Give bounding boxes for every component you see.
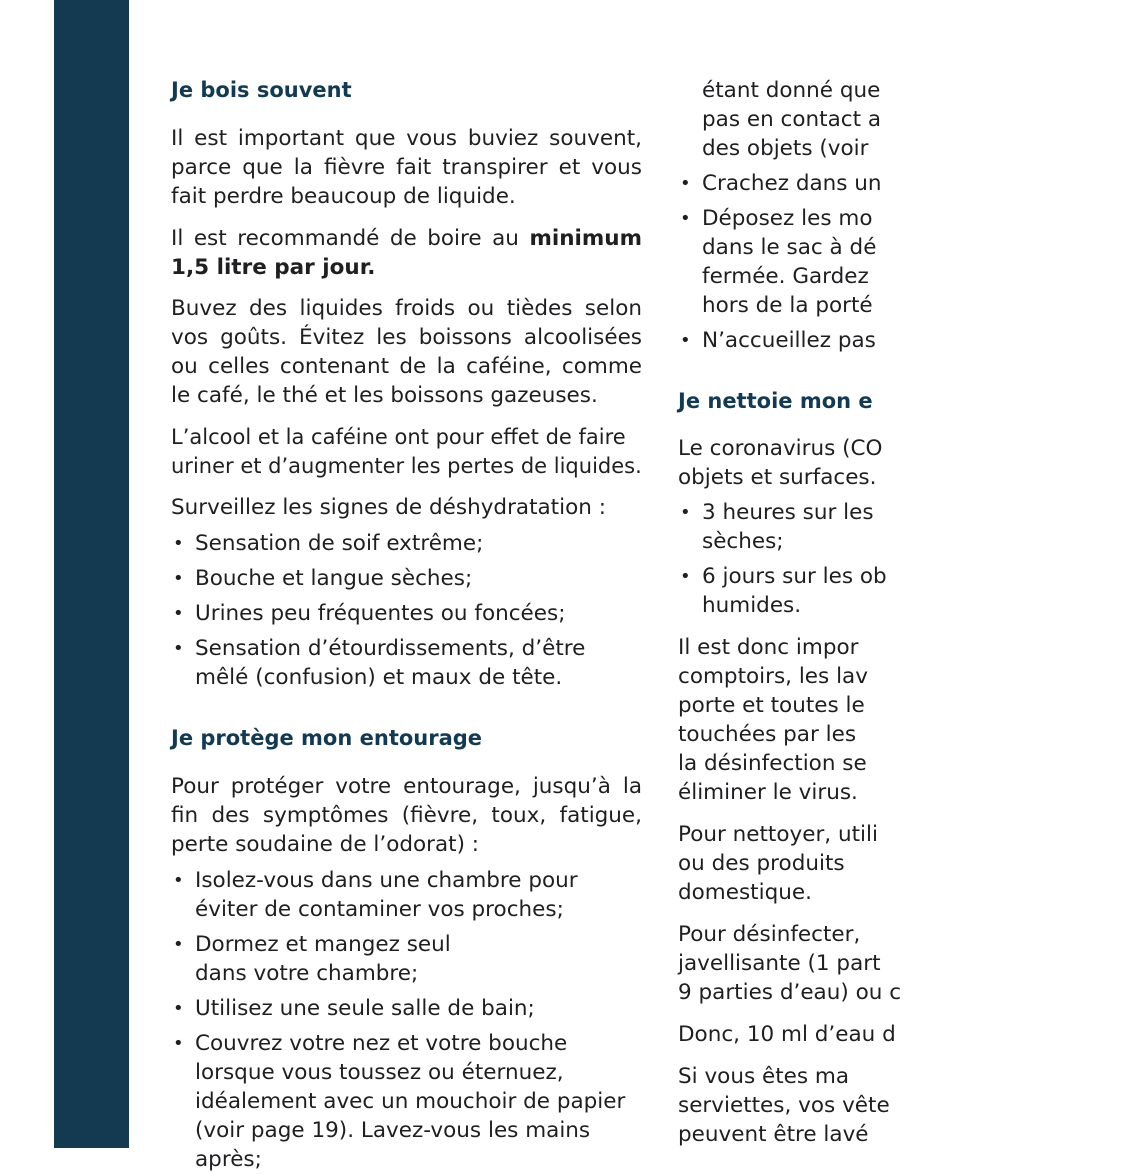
virus-survival-list [678, 498, 1138, 620]
list-item [678, 326, 1138, 355]
paragraph: L’alcool et la caféine ont pour effet de faire uriner et d’augmenter les pertes de liquides. [171, 425, 642, 478]
list-item: • Couvrez votre nez et votre bouche lorsque vous toussez ou éternuez, idéalement avec un mouchoir de papier (voir page 19). Lavez-vous les mains après; [171, 1029, 642, 1174]
text-line: hors de la porté [702, 293, 873, 318]
text-line: la désinfection se [678, 751, 867, 776]
list-item: • Isolez-vous dans une chambre pour éviter de contaminer vos proches; [171, 866, 642, 924]
list-item: • Sensation d’étourdissements, d’être mêlé (confusion) et maux de tête. [171, 634, 642, 692]
text-line: fermée. Gardez [702, 264, 869, 289]
paragraph [171, 224, 642, 282]
paragraph-text: Il est recommandé de boire au [171, 226, 530, 251]
text-line: Pour désinfecter, [678, 922, 861, 947]
text-line: 9 parties d’eau) ou c [678, 980, 902, 1005]
text-line: dans le sac à dé [702, 235, 877, 260]
text-line: comptoirs, les lav [678, 664, 868, 689]
heading-je-protege-mon-entourage: Je protège mon entourage [171, 726, 483, 750]
text-line: Il est donc impor [678, 635, 859, 660]
text-line: peuvent être lavé [678, 1122, 869, 1147]
paragraph: Buvez des liquides froids ou tièdes selon vos goûts. Évitez les boissons alcoolisées ou celles contenant de la caféine, comme le café, le thé et les boissons gazeuses. [171, 296, 642, 408]
paragraph [678, 1020, 1138, 1049]
list-item: • Utilisez une seule salle de bain; [171, 994, 642, 1023]
text-line: Donc, 10 ml d’eau d [678, 1022, 896, 1047]
list-item [678, 204, 1138, 320]
text-line: • N’accueillez pas [702, 328, 876, 353]
paragraph [678, 920, 1138, 1007]
heading-je-nettoie: Je nettoie mon e [678, 389, 873, 413]
text-line: Pour nettoyer, utili [678, 822, 878, 847]
text-line: • Déposez les mo [702, 206, 873, 231]
paragraph: Il est important que vous buviez souvent, parce que la fièvre fait transpirer et vous fait perdre beaucoup de liquide. [171, 126, 642, 209]
text-line: des objets (voir [702, 136, 869, 161]
text-line: • 3 heures sur les [702, 500, 874, 525]
text-line: humides. [702, 593, 802, 618]
paragraph: Pour protéger votre entourage, jusqu’à la fin des symptômes (fièvre, toux, fatigue, perte soudaine de l’odorat) : [171, 774, 642, 857]
list-item: • Bouche et langue sèches; [171, 564, 642, 593]
text-line: • Crachez dans un [702, 171, 882, 196]
list-item [678, 562, 1138, 620]
text-line: javellisante (1 part [678, 951, 881, 976]
text-line: objets et surfaces. [678, 465, 877, 490]
paragraph [678, 1062, 1138, 1149]
text-line: étant donné que [702, 78, 881, 103]
text-line: • 6 jours sur les ob [702, 564, 887, 589]
paragraph [678, 820, 1138, 907]
text-line: Le coronavirus (CO [678, 436, 883, 461]
text-line: pas en contact a [702, 107, 882, 132]
text-line: touchées par les [678, 722, 857, 747]
text-line: éliminer le virus. [678, 780, 858, 805]
bold-emphasis: minimum 1,5 litre par jour. [171, 226, 642, 280]
dehydration-signs-list [171, 529, 642, 692]
protection-list [171, 866, 642, 1174]
side-color-bar [54, 0, 129, 1148]
heading-je-bois-souvent: Je bois souvent [171, 78, 352, 102]
list-item [678, 498, 1138, 556]
left-column [171, 76, 642, 1174]
continued-list-item [678, 76, 1138, 163]
text-line: porte et toutes le [678, 693, 865, 718]
list-item [678, 169, 1138, 198]
list-item: • Dormez et mangez seul dans votre chambre; [171, 930, 642, 988]
text-line: domestique. [678, 880, 812, 905]
text-line: Si vous êtes ma [678, 1064, 850, 1089]
paragraph [678, 434, 1138, 492]
right-column [678, 76, 1138, 1149]
text-line: serviettes, vos vête [678, 1093, 890, 1118]
list-item: • Urines peu fréquentes ou foncées; [171, 599, 642, 628]
page-margin [0, 0, 54, 1148]
text-line: sèches; [702, 529, 784, 554]
hygiene-list [678, 169, 1138, 355]
paragraph: Surveillez les signes de déshydratation : [171, 495, 606, 520]
paragraph [678, 633, 1138, 807]
list-item: • Sensation de soif extrême; [171, 529, 642, 558]
text-line: ou des produits [678, 851, 845, 876]
